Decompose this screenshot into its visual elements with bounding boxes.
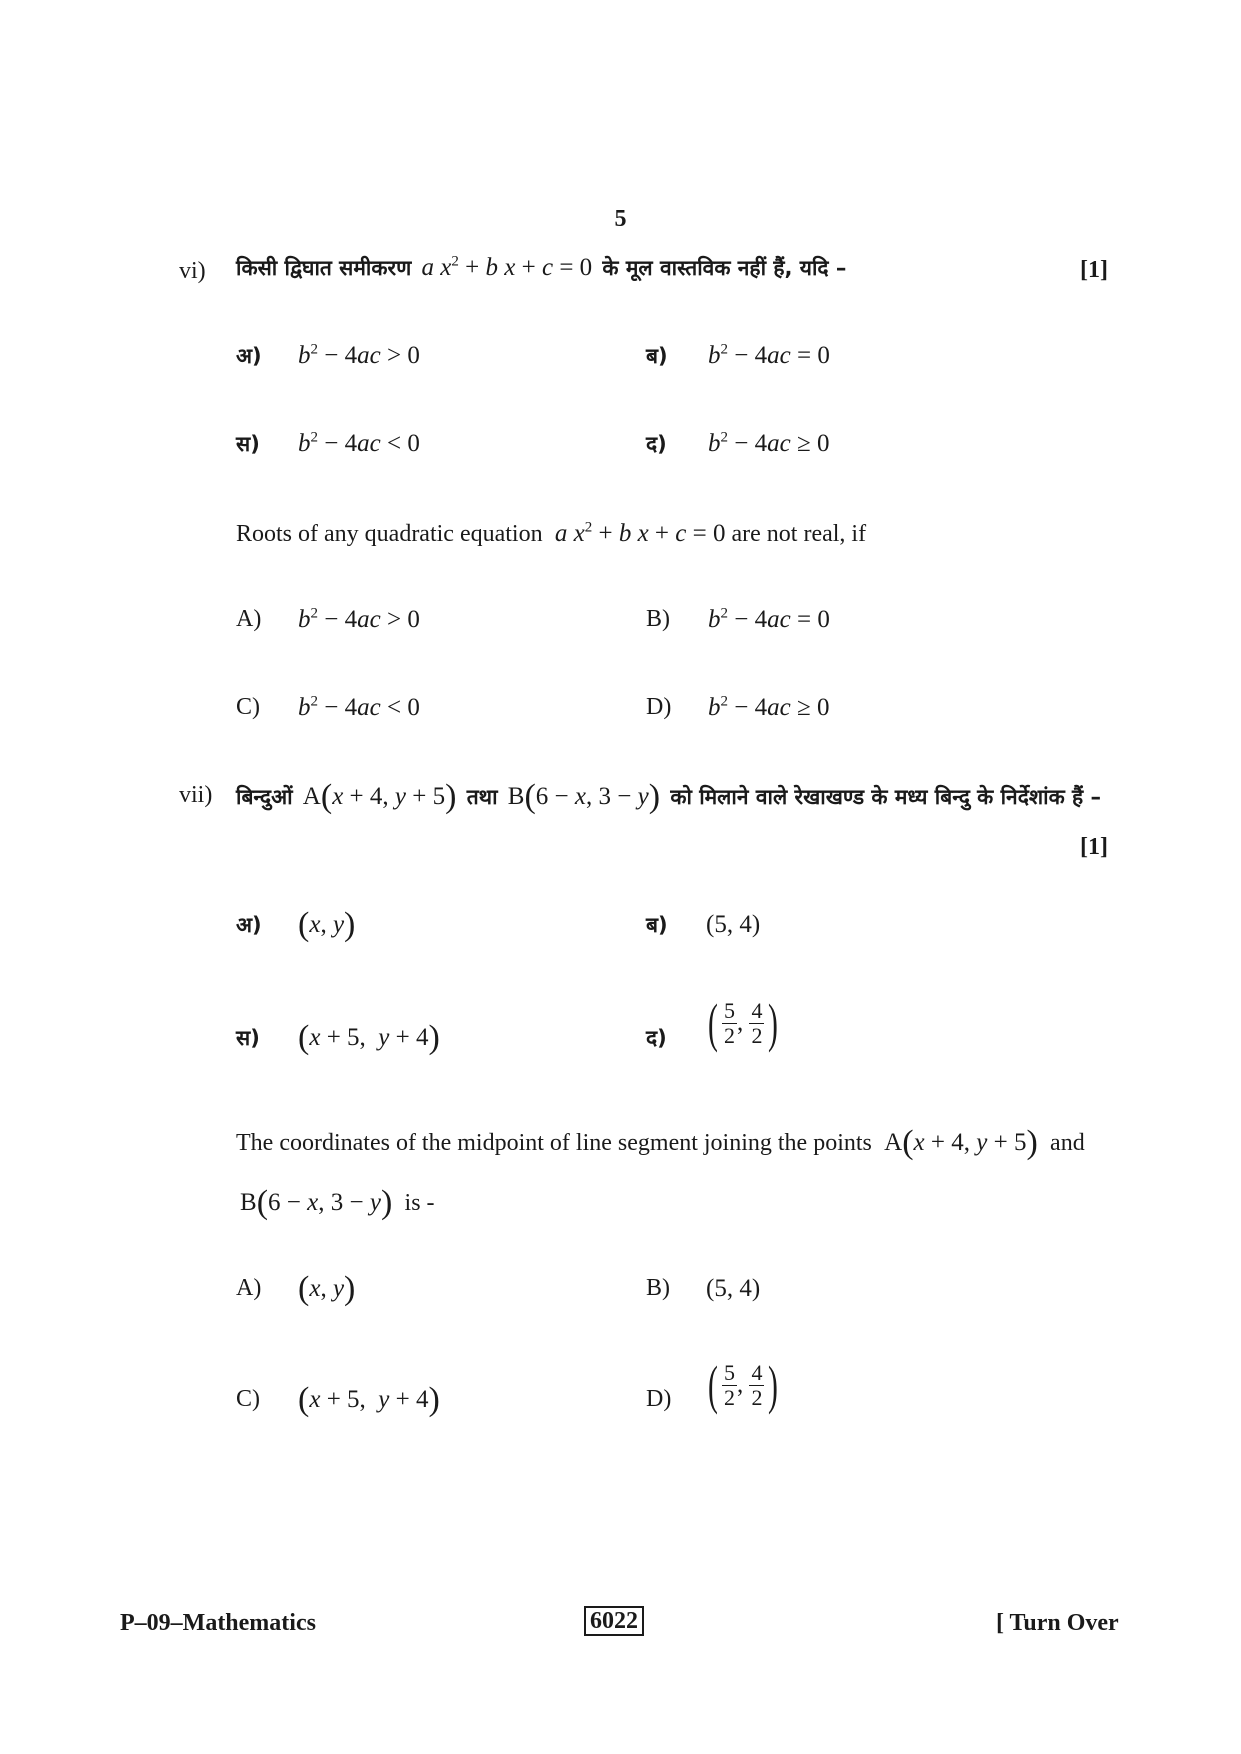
point-a: A(x + 4, y + 5): [296, 778, 457, 815]
option-label: D): [646, 1386, 672, 1412]
stem-text: के मूल वास्तविक नहीं हैं, यदि –: [602, 256, 847, 280]
marks-label: [1]: [1080, 257, 1108, 283]
paper-code-box: 6022: [584, 1606, 644, 1636]
question-stem-english: [236, 1124, 1085, 1162]
stem-text: and: [1050, 1130, 1085, 1156]
quadratic-expression: a $x^2 + b$ x + c = 0: [421, 253, 599, 281]
option-b-hindi[interactable]: (5, 4): [706, 911, 761, 938]
option-b-english[interactable]: (5, 4): [706, 1275, 761, 1302]
quadratic-expression: a $x^2 + b$ x + c = 0: [554, 519, 726, 547]
stem-text: को मिलाने वाले रेखाखण्ड के मध्य बिन्दु के निर्देशांक हैं –: [670, 785, 1101, 809]
option-label: ब): [646, 344, 668, 368]
stem-text: is -: [404, 1190, 435, 1216]
option-b-hindi[interactable]: $b^2 - 4ac = 0$: [708, 341, 830, 369]
option-label: स): [236, 1026, 260, 1050]
question-number: vii): [179, 782, 213, 808]
option-label: ब): [646, 913, 668, 937]
point-a: A(x + 4, y + 5): [877, 1124, 1038, 1161]
option-a-english[interactable]: $b^2 - 4ac > 0$: [298, 605, 420, 633]
option-label: B): [646, 606, 670, 632]
point-b: B(6 − x, 3 − y): [240, 1184, 393, 1221]
marks-label: [1]: [1080, 834, 1108, 860]
option-label: C): [236, 694, 260, 720]
option-d-english[interactable]: ( $\frac{5}{2}$ , $\frac{4}{2}$ ): [708, 1355, 779, 1415]
option-label: B): [646, 1275, 670, 1301]
option-a-english[interactable]: (x, y): [298, 1270, 356, 1307]
question-stem-hindi: [236, 778, 1101, 816]
option-c-english[interactable]: (x + 5, y + 4): [298, 1381, 440, 1418]
stem-text: बिन्दुओं: [236, 785, 293, 809]
option-label: द): [646, 432, 667, 456]
question-stem-english-line2: [240, 1184, 435, 1222]
stem-text: are not real, if: [731, 521, 867, 547]
footer-paper-code: [584, 1608, 644, 1635]
option-c-hindi[interactable]: (x + 5, y + 4): [298, 1019, 440, 1056]
option-label: A): [236, 606, 262, 632]
option-c-english[interactable]: $b^2 - 4ac < 0$: [298, 693, 420, 721]
option-label: D): [646, 694, 672, 720]
question-number: vi): [179, 258, 206, 284]
option-label: C): [236, 1386, 260, 1412]
option-label: अ): [236, 913, 262, 937]
option-a-hindi[interactable]: (x, y): [298, 906, 356, 943]
option-c-hindi[interactable]: $b^2 - 4ac < 0$: [298, 429, 420, 457]
option-a-hindi[interactable]: $b^2 - 4ac > 0$: [298, 341, 420, 369]
page-number: 5: [614, 206, 627, 232]
stem-text: तथा: [466, 785, 498, 809]
stem-text: The coordinates of the midpoint of line segment joining the points: [236, 1130, 872, 1156]
option-label: अ): [236, 344, 262, 368]
footer-subject-code: P–09–Mathematics: [120, 1610, 316, 1636]
question-stem-english: [236, 520, 866, 548]
stem-text: किसी द्विघात समीकरण: [236, 256, 412, 280]
option-d-hindi[interactable]: ( $\frac{5}{2}$ , $\frac{4}{2}$ ): [708, 993, 779, 1053]
turn-over-label: [ Turn Over: [996, 1610, 1119, 1636]
option-label: A): [236, 1275, 262, 1301]
option-d-english[interactable]: $b^2 - 4ac \ge 0$: [708, 693, 830, 721]
option-b-english[interactable]: $b^2 - 4ac = 0$: [708, 605, 830, 633]
option-label: द): [646, 1026, 667, 1050]
question-stem-hindi: [236, 254, 846, 282]
stem-text: Roots of any quadratic equation: [236, 521, 543, 547]
option-d-hindi[interactable]: $b^2 - 4ac \ge 0$: [708, 429, 830, 457]
option-label: स): [236, 432, 260, 456]
point-b: B(6 − x, 3 − y): [501, 778, 661, 815]
